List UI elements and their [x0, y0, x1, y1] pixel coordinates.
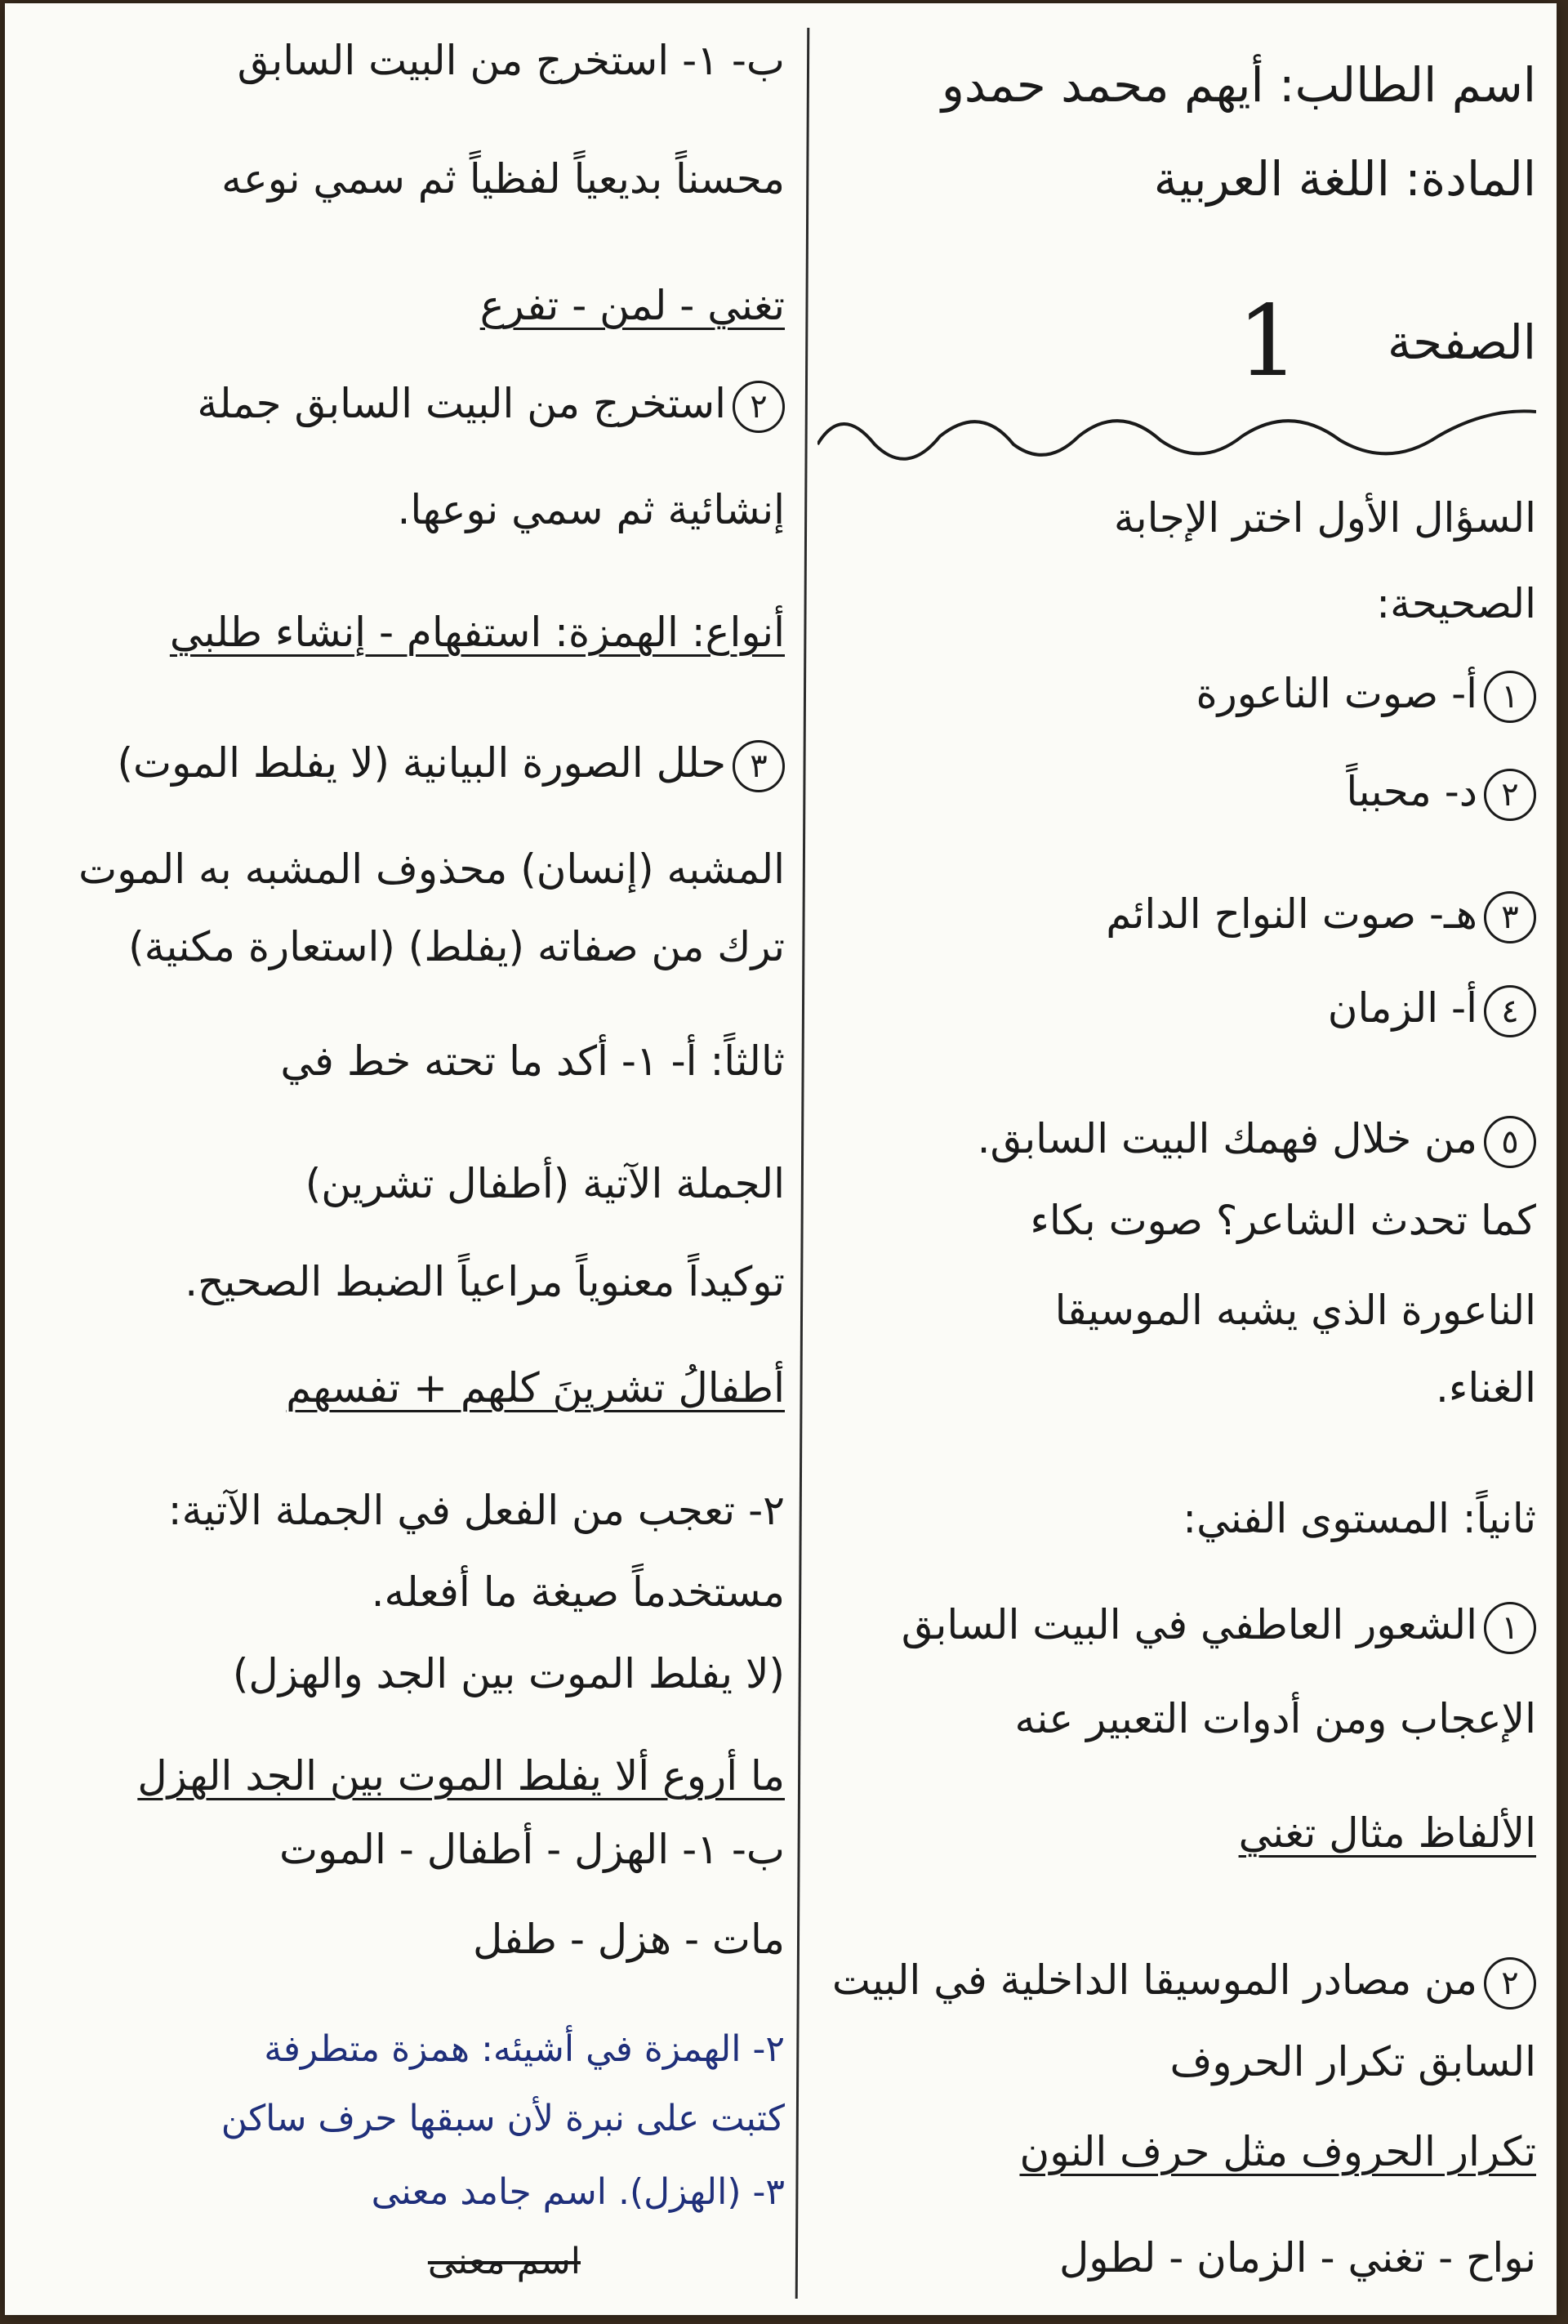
- answer-3-text: هـ- صوت النواح الدائم: [1106, 890, 1477, 938]
- b-section-line-2: مات - هزل - طفل: [473, 1916, 785, 1963]
- s2-q1-number: ١: [1484, 1602, 1536, 1654]
- q3-line-2: المشبه (إنسان) محذوف المشبه به الموت: [78, 845, 785, 893]
- s2-q1-line-1: ١الشعور العاطفي في البيت السابق: [902, 1600, 1536, 1654]
- q2b-line-4: ما أروع ألا يفلط الموت بين الجد الهزل: [137, 1752, 785, 1800]
- answer-4-number: ٤: [1484, 985, 1536, 1037]
- answer-3-number: ٣: [1484, 891, 1536, 943]
- q2b-line-3: (لا يفلط الموت بين الجد والهزل): [232, 1650, 785, 1697]
- answer-1: [1196, 669, 1536, 723]
- q5-line-3: الناعورة الذي يشبه الموسيقا: [1054, 1287, 1536, 1334]
- q2-line-2: إنشائية ثم سمي نوعها.: [397, 486, 785, 533]
- answer-1-text: أ- صوت الناعورة: [1196, 670, 1477, 717]
- s2-q2-line-3: تكرار الحروف مثل حرف النون: [1019, 2128, 1536, 2175]
- answer-4-text: أ- الزمان: [1327, 984, 1477, 1032]
- q2b-line-2: مستخدماً صيغة ما أفعله.: [371, 1568, 785, 1616]
- wavy-divider: [817, 387, 1536, 469]
- q2-line-3: أنواع: الهمزة: استفهام - إنشاء طلبي: [169, 609, 785, 656]
- page-label: الصفحة: [1388, 314, 1536, 370]
- q1-title-2: الصحيحة:: [1376, 580, 1536, 627]
- s3-line-4: أطفالُ تشرينَ كلهم + تفسهم: [286, 1364, 785, 1412]
- q2-number: ٢: [733, 381, 785, 433]
- q3-line-3: ترك من صفاته (يفلط) (استعارة مكنية): [128, 923, 785, 970]
- q2-line-1: ٢استخرج من البيت السابق جملة: [197, 379, 785, 433]
- answer-sheet: [5, 3, 1557, 2315]
- answer-2: [1346, 767, 1536, 821]
- bottom-line: نواح - تغني - الزمان - لطول: [1058, 2234, 1536, 2282]
- q1-title: السؤال الأول اختر الإجابة: [1113, 494, 1536, 542]
- q5-line-1: ٥من خلال فهمك البيت السابق.: [978, 1114, 1536, 1168]
- student-name-line: اسم الطالب: أيهم محمد حمدو: [941, 57, 1536, 113]
- page-number: 1: [1236, 285, 1299, 399]
- q5-number: ٥: [1484, 1116, 1536, 1168]
- s2-q2-line-1: ٢من مصادر الموسيقا الداخلية في البيت: [832, 1956, 1536, 2010]
- b-section-line-1: ب- ١- الهزل - أطفال - الموت: [278, 1826, 785, 1873]
- q5-line-4: الغناء.: [1436, 1364, 1536, 1412]
- q3-number: ٣: [733, 740, 785, 792]
- column-divider: [795, 28, 810, 2299]
- s2-q1-line-2: الإعجاب ومن أدوات التعبير عنه: [1014, 1695, 1536, 1742]
- s3-line-2: الجملة الآتية (أطفال تشرين): [305, 1160, 785, 1207]
- answer-4: [1328, 984, 1536, 1037]
- q3-line-1: ٣حلل الصورة البيانية (لا يفلط الموت): [118, 738, 785, 792]
- answer-3: [1106, 890, 1536, 943]
- q5-line-2: كما تحدث الشاعر؟ صوت بكاء: [1030, 1197, 1536, 1244]
- s2-q2-number: ٢: [1484, 1957, 1536, 2010]
- section2-title: ثانياً: المستوى الفني:: [1183, 1495, 1536, 1542]
- answer-2-number: ٢: [1484, 769, 1536, 821]
- answer-1-number: ١: [1484, 671, 1536, 723]
- s2-q1-line-3: الألفاظ مثال تغني: [1238, 1809, 1536, 1857]
- hamza-line-1: ٢- الهمزة في أشيئه: همزة متطرفة: [264, 2028, 785, 2070]
- answer-2-text: د- محبباً: [1346, 768, 1477, 815]
- hamza-line-2: كتبت على نبرة لأن سبقها حرف ساكن: [220, 2098, 785, 2139]
- b-line-2: محسناً بديعياً لفظياً ثم سمي نوعه: [221, 155, 785, 203]
- s3-line-3: توكيداً معنوياً مراعياً الضبط الصحيح.: [185, 1258, 785, 1305]
- b-line-3: تغني - لمن - تفرع: [479, 282, 785, 329]
- subject-line: المادة: اللغة العربية: [1153, 151, 1536, 207]
- s2-q2-line-2: السابق تكرار الحروف: [1169, 2038, 1536, 2085]
- s3-line-1: ثالثاً: أ- ١- أكد ما تحته خط في: [280, 1037, 785, 1085]
- b-line-1: ب- ١- استخرج من البيت السابق: [237, 37, 785, 84]
- hamza-line-4-crossed: اسم معنى: [427, 2241, 581, 2282]
- hamza-line-3: ٣- (الهزل). اسم جامد معنى: [371, 2171, 785, 2213]
- q2b-line-1: ٢- تعجب من الفعل في الجملة الآتية:: [167, 1487, 785, 1534]
